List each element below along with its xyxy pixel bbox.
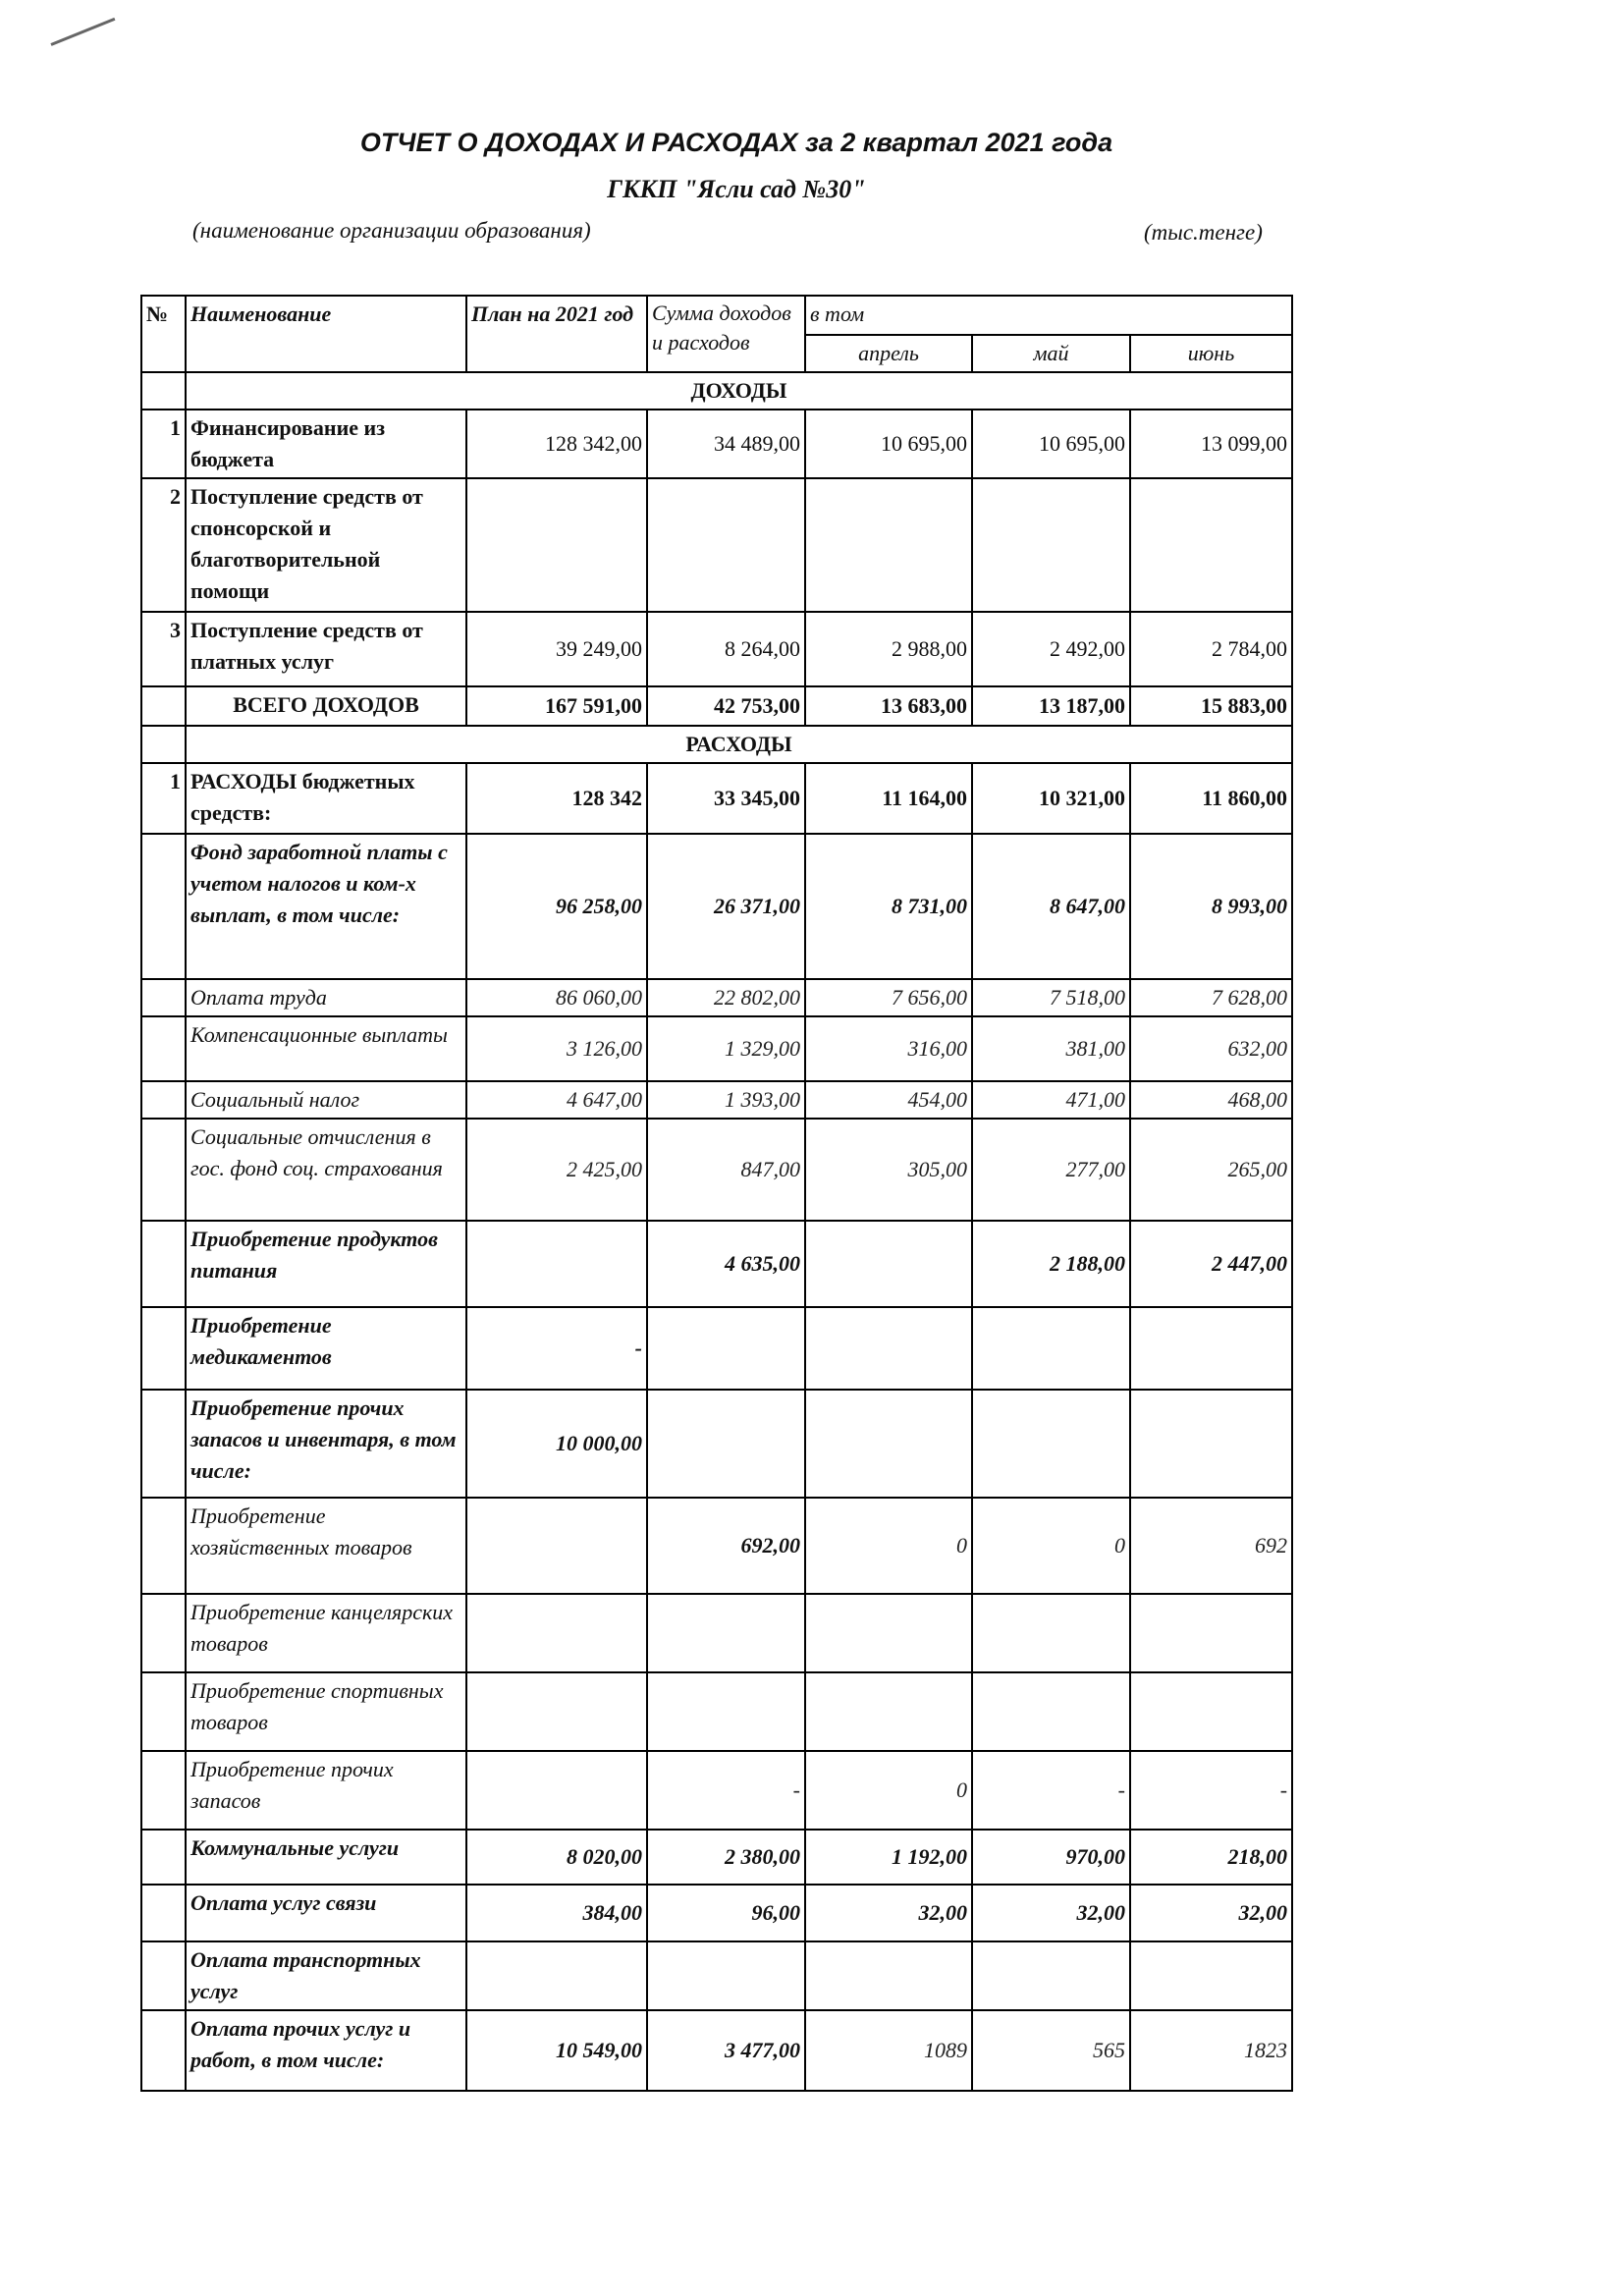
table-row	[141, 1594, 1292, 1672]
header-including: в том	[805, 296, 1292, 335]
row-name: Поступление средств от платных услуг	[186, 612, 466, 686]
row-apr: 1089	[805, 2010, 972, 2091]
row-plan: 128 342	[466, 763, 647, 834]
header-plan: План на 2021 год	[466, 296, 647, 372]
row-jun: -	[1130, 1751, 1292, 1830]
row-name: Приобретение продуктов питания	[186, 1221, 466, 1307]
row-no	[141, 979, 186, 1016]
row-apr: 1 192,00	[805, 1830, 972, 1885]
row-jun: 8 993,00	[1130, 834, 1292, 979]
row-sum	[647, 1594, 805, 1672]
table-row	[141, 1751, 1292, 1830]
row-no	[141, 1830, 186, 1885]
expense-section-row	[141, 726, 1292, 763]
income-body	[141, 410, 1292, 686]
income-section-title: ДОХОДЫ	[186, 372, 1292, 410]
row-may: 2 492,00	[972, 612, 1130, 686]
row-sum: 1 329,00	[647, 1016, 805, 1081]
row-apr: 2 988,00	[805, 612, 972, 686]
table-row	[141, 1081, 1292, 1119]
table-row	[141, 1119, 1292, 1221]
table-row	[141, 763, 1292, 834]
row-sum: 96,00	[647, 1885, 805, 1941]
row-plan: 10 000,00	[466, 1390, 647, 1498]
row-jun	[1130, 1390, 1292, 1498]
row-jun	[1130, 1307, 1292, 1390]
row-sum: 2 380,00	[647, 1830, 805, 1885]
row-no: 3	[141, 612, 186, 686]
row-name: Приобретение спортивных товаров	[186, 1672, 466, 1751]
row-name: Приобретение прочих запасов	[186, 1751, 466, 1830]
row-may: 0	[972, 1498, 1130, 1594]
section-empty-cell	[141, 372, 186, 410]
row-no	[141, 1594, 186, 1672]
expense-section-title: РАСХОДЫ	[186, 726, 1292, 763]
row-sum: 4 635,00	[647, 1221, 805, 1307]
row-no	[141, 834, 186, 979]
row-sum: 8 264,00	[647, 612, 805, 686]
row-name: РАСХОДЫ бюджетных средств:	[186, 763, 466, 834]
row-no	[141, 1016, 186, 1081]
row-may: 381,00	[972, 1016, 1130, 1081]
row-may: 8 647,00	[972, 834, 1130, 979]
row-plan	[466, 1221, 647, 1307]
row-may: 2 188,00	[972, 1221, 1130, 1307]
total-may: 13 187,00	[972, 686, 1130, 726]
row-apr: 32,00	[805, 1885, 972, 1941]
row-apr: 0	[805, 1751, 972, 1830]
row-apr: 305,00	[805, 1119, 972, 1221]
row-plan	[466, 1498, 647, 1594]
total-apr: 13 683,00	[805, 686, 972, 726]
row-may: 565	[972, 2010, 1130, 2091]
total-plan: 167 591,00	[466, 686, 647, 726]
row-plan: 39 249,00	[466, 612, 647, 686]
row-sum: 33 345,00	[647, 763, 805, 834]
row-plan: 4 647,00	[466, 1081, 647, 1119]
row-jun	[1130, 478, 1292, 612]
row-sum	[647, 1672, 805, 1751]
row-apr: 454,00	[805, 1081, 972, 1119]
report-table	[140, 295, 1293, 2092]
row-jun: 32,00	[1130, 1885, 1292, 1941]
table-row	[141, 1307, 1292, 1390]
row-no: 2	[141, 478, 186, 612]
row-may	[972, 1672, 1130, 1751]
total-no-cell	[141, 686, 186, 726]
row-jun: 265,00	[1130, 1119, 1292, 1221]
row-sum	[647, 478, 805, 612]
row-name: Приобретение прочих запасов и инвентаря, в том числе:	[186, 1390, 466, 1498]
row-name: Фонд заработной платы с учетом налогов и ком-х выплат, в том числе:	[186, 834, 466, 979]
row-may: 970,00	[972, 1830, 1130, 1885]
row-jun: 632,00	[1130, 1016, 1292, 1081]
header-row	[141, 296, 1292, 335]
row-jun: 2 447,00	[1130, 1221, 1292, 1307]
row-apr: 11 164,00	[805, 763, 972, 834]
row-jun	[1130, 1594, 1292, 1672]
row-sum	[647, 1307, 805, 1390]
row-name: Оплата транспортных услуг	[186, 1941, 466, 2010]
table-row	[141, 1498, 1292, 1594]
row-apr	[805, 478, 972, 612]
row-may: 10 321,00	[972, 763, 1130, 834]
row-apr: 7 656,00	[805, 979, 972, 1016]
table-row	[141, 979, 1292, 1016]
row-jun: 2 784,00	[1130, 612, 1292, 686]
row-name: Приобретение медикаментов	[186, 1307, 466, 1390]
row-no	[141, 1941, 186, 2010]
row-apr	[805, 1221, 972, 1307]
header-sum-text: Сумма доходов и расходов	[652, 301, 791, 355]
row-apr	[805, 1390, 972, 1498]
table-row	[141, 1672, 1292, 1751]
row-no	[141, 1751, 186, 1830]
row-name: Поступление средств от спонсорской и благотворительной помощи	[186, 478, 466, 612]
row-jun: 692	[1130, 1498, 1292, 1594]
report-title: ОТЧЕТ О ДОХОДАХ И РАСХОДАХ за 2 квартал 2021 года	[359, 128, 1113, 157]
row-no	[141, 1221, 186, 1307]
row-may: 32,00	[972, 1885, 1130, 1941]
row-no: 1	[141, 410, 186, 478]
row-apr	[805, 1594, 972, 1672]
organization-caption: (наименование организации образования)	[192, 218, 591, 243]
header-sum	[647, 296, 805, 372]
row-plan	[466, 478, 647, 612]
table-row	[141, 612, 1292, 686]
row-name: Социальный налог	[186, 1081, 466, 1119]
row-sum: 34 489,00	[647, 410, 805, 478]
row-sum	[647, 1390, 805, 1498]
row-apr	[805, 1672, 972, 1751]
total-name: ВСЕГО ДОХОДОВ	[186, 686, 466, 726]
row-plan	[466, 1941, 647, 2010]
row-sum: 22 802,00	[647, 979, 805, 1016]
table-row	[141, 1016, 1292, 1081]
organization-name: ГККП "Ясли сад №30"	[607, 175, 866, 203]
header-june: июнь	[1130, 335, 1292, 372]
row-apr: 8 731,00	[805, 834, 972, 979]
table-row	[141, 478, 1292, 612]
row-name: Социальные отчисления в гос. фонд соц. страхования	[186, 1119, 466, 1221]
row-sum	[647, 1941, 805, 2010]
row-plan: 8 020,00	[466, 1830, 647, 1885]
row-sum: 692,00	[647, 1498, 805, 1594]
total-jun: 15 883,00	[1130, 686, 1292, 726]
header-may: май	[972, 335, 1130, 372]
row-no	[141, 1119, 186, 1221]
row-name: Оплата прочих услуг и работ, в том числе:	[186, 2010, 466, 2091]
row-name: Компенсационные выплаты	[186, 1016, 466, 1081]
row-plan: 384,00	[466, 1885, 647, 1941]
table-row	[141, 1885, 1292, 1941]
row-plan: 96 258,00	[466, 834, 647, 979]
header-name: Наименование	[186, 296, 466, 372]
row-jun: 468,00	[1130, 1081, 1292, 1119]
row-may: 471,00	[972, 1081, 1130, 1119]
row-may	[972, 1941, 1130, 2010]
table-row	[141, 1221, 1292, 1307]
row-name: Приобретение хозяйственных товаров	[186, 1498, 466, 1594]
row-name: Приобретение канцелярских товаров	[186, 1594, 466, 1672]
row-apr: 10 695,00	[805, 410, 972, 478]
row-apr	[805, 1307, 972, 1390]
row-no	[141, 1672, 186, 1751]
section-empty-cell	[141, 726, 186, 763]
row-plan: 2 425,00	[466, 1119, 647, 1221]
row-jun	[1130, 1672, 1292, 1751]
row-no	[141, 1390, 186, 1498]
row-may	[972, 1307, 1130, 1390]
row-may: 277,00	[972, 1119, 1130, 1221]
income-total-row	[141, 686, 1292, 726]
row-apr	[805, 1941, 972, 2010]
row-sum: 1 393,00	[647, 1081, 805, 1119]
row-plan	[466, 1672, 647, 1751]
row-may	[972, 1390, 1130, 1498]
row-may: -	[972, 1751, 1130, 1830]
row-plan	[466, 1594, 647, 1672]
row-may: 7 518,00	[972, 979, 1130, 1016]
total-sum: 42 753,00	[647, 686, 805, 726]
row-plan: 128 342,00	[466, 410, 647, 478]
row-sum: 26 371,00	[647, 834, 805, 979]
row-jun: 1823	[1130, 2010, 1292, 2091]
header-no: №	[141, 296, 186, 372]
row-plan: 3 126,00	[466, 1016, 647, 1081]
units-label: (тыс.тенге)	[1144, 220, 1263, 245]
row-plan: 86 060,00	[466, 979, 647, 1016]
row-no	[141, 1307, 186, 1390]
row-name: Коммунальные услуги	[186, 1830, 466, 1885]
row-apr: 0	[805, 1498, 972, 1594]
row-name: Оплата услуг связи	[186, 1885, 466, 1941]
expense-body	[141, 763, 1292, 2091]
row-no: 1	[141, 763, 186, 834]
table-row	[141, 1390, 1292, 1498]
row-plan: -	[466, 1307, 647, 1390]
header-april: апрель	[805, 335, 972, 372]
table-row	[141, 834, 1292, 979]
row-jun: 13 099,00	[1130, 410, 1292, 478]
row-no	[141, 1498, 186, 1594]
table-row	[141, 410, 1292, 478]
row-may: 10 695,00	[972, 410, 1130, 478]
row-sum: 3 477,00	[647, 2010, 805, 2091]
row-no	[141, 2010, 186, 2091]
income-section-row	[141, 372, 1292, 410]
row-no	[141, 1081, 186, 1119]
pen-mark	[50, 18, 115, 46]
row-plan	[466, 1751, 647, 1830]
row-may	[972, 1594, 1130, 1672]
table-row	[141, 2010, 1292, 2091]
row-sum: -	[647, 1751, 805, 1830]
table-row	[141, 1941, 1292, 2010]
row-jun: 218,00	[1130, 1830, 1292, 1885]
row-jun: 7 628,00	[1130, 979, 1292, 1016]
row-name: Финансирование из бюджета	[186, 410, 466, 478]
row-may	[972, 478, 1130, 612]
row-no	[141, 1885, 186, 1941]
table-row	[141, 1830, 1292, 1885]
row-plan: 10 549,00	[466, 2010, 647, 2091]
row-sum: 847,00	[647, 1119, 805, 1221]
row-name: Оплата труда	[186, 979, 466, 1016]
row-apr: 316,00	[805, 1016, 972, 1081]
row-jun	[1130, 1941, 1292, 2010]
row-jun: 11 860,00	[1130, 763, 1292, 834]
